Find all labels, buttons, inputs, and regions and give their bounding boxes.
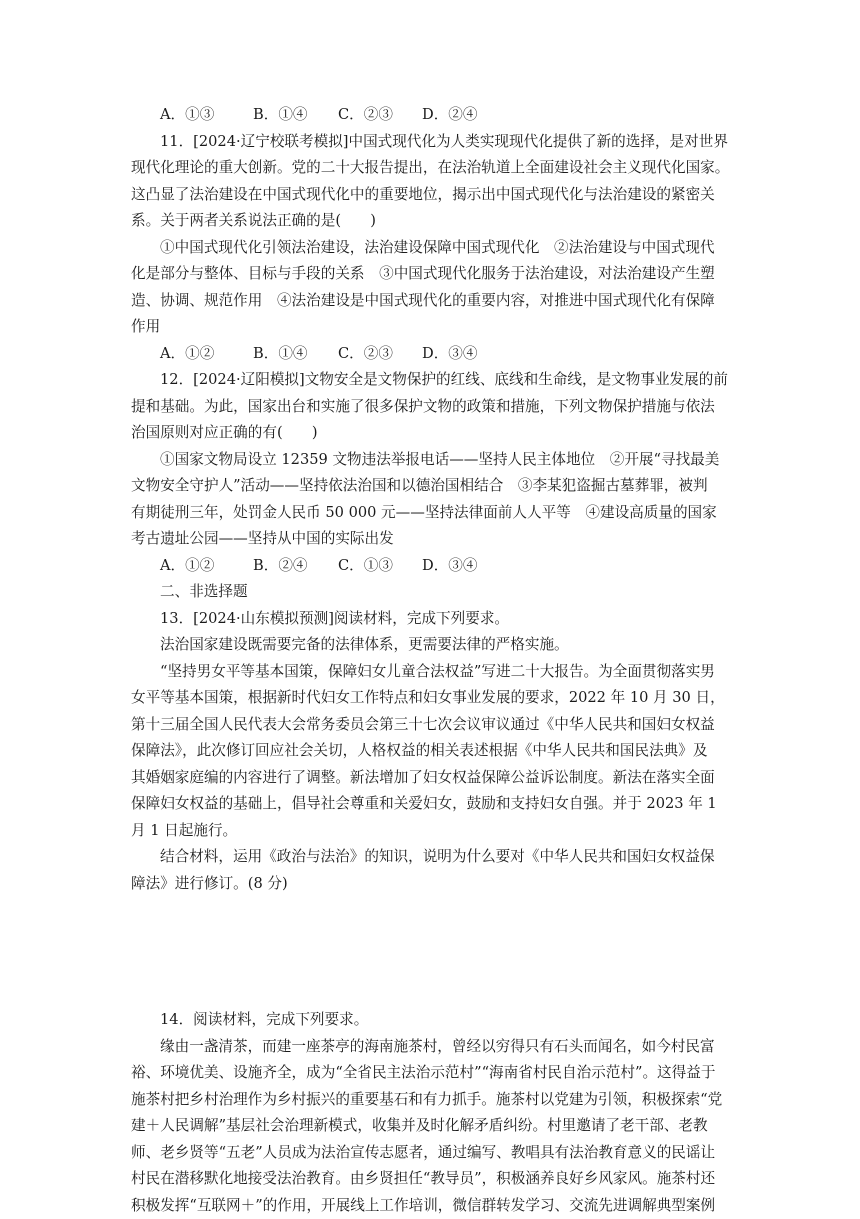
option-c: C．①③ <box>338 553 422 580</box>
question-11-stem: 这凸显了法治建设在中国式现代化中的重要地位，揭示出中国式现代化与法治建设的紧密关 <box>131 182 731 209</box>
option-c: C．②③ <box>338 341 422 368</box>
option-c: C．②③ <box>338 102 422 129</box>
document-page <box>131 102 731 1219</box>
question-12-options <box>131 553 731 580</box>
question-11-statements: 作用 <box>131 314 731 341</box>
question-13-prompt: 障法》进行修订。(8 分) <box>131 871 731 898</box>
option-a: A．①③ <box>160 102 253 129</box>
answer-space <box>131 897 731 1007</box>
q10-options <box>131 102 731 129</box>
question-14 <box>131 1007 731 1219</box>
question-12 <box>131 367 731 579</box>
option-d: D．②④ <box>422 102 477 129</box>
question-11-statements: 造、协调、规范作用 ④法治建设是中国式现代化的重要内容，对推进中国式现代化有保障 <box>131 288 731 315</box>
question-12-stem: 提和基础。为此，国家出台和实施了很多保护文物的政策和措施，下列文物保护措施与依法 <box>131 394 731 421</box>
question-13-prompt: 结合材料，运用《政治与法治》的知识，说明为什么要对《中华人民共和国妇女权益保 <box>131 844 731 871</box>
option-d: D．③④ <box>422 553 477 580</box>
question-14-stem: 14．阅读材料，完成下列要求。 <box>131 1007 731 1034</box>
question-12-statements: 有期徒刑三年，处罚金人民币 50 000 元——坚持法律面前人人平等 ④建设高质量的国家 <box>131 500 731 527</box>
option-a: A．①② <box>160 553 253 580</box>
question-13-material: 保障法》，此次修订回应社会关切，人格权益的相关表述根据《中华人民共和国民法典》及 <box>131 738 731 765</box>
question-11-options <box>131 341 731 368</box>
question-13-material: 法治国家建设既需要完备的法律体系，更需要法律的严格实施。 <box>131 632 731 659</box>
question-11-statements: ①中国式现代化引领法治建设，法治建设保障中国式现代化 ②法治建设与中国式现代 <box>131 235 731 262</box>
question-11-stem: 现代化理论的重大创新。党的二十大报告提出，在法治轨道上全面建设社会主义现代化国家。 <box>131 155 731 182</box>
question-13-material: 其婚姻家庭编的内容进行了调整。新法增加了妇女权益保障公益诉讼制度。新法在落实全面 <box>131 765 731 792</box>
question-12-statements: 文物安全守护人”活动——坚持依法治国和以德治国相结合 ③李某犯盗掘古墓葬罪，被判 <box>131 473 731 500</box>
question-12-stem: 12．[2024·辽阳模拟]文物安全是文物保护的红线、底线和生命线，是文物事业发展的前 <box>131 367 731 394</box>
option-b: B．①④ <box>253 341 338 368</box>
option-d: D．③④ <box>422 341 477 368</box>
question-11-stem: 系。关于两者关系说法正确的是( ) <box>131 208 731 235</box>
option-b: B．②④ <box>253 553 338 580</box>
question-12-statements: ①国家文物局设立 12359 文物违法举报电话——坚持人民主体地位 ②开展“寻找最美 <box>131 447 731 474</box>
question-13-material: 月 1 日起施行。 <box>131 818 731 845</box>
question-11 <box>131 129 731 368</box>
question-14-material: 建＋人民调解”基层社会治理新模式，收集并及时化解矛盾纠纷。村里邀请了老干部、老教 <box>131 1113 731 1140</box>
question-14-material: 缘由一盏清茶，而建一座茶亭的海南施茶村，曾经以穷得只有石头而闻名，如今村民富 <box>131 1034 731 1061</box>
question-11-statements: 化是部分与整体、目标与手段的关系 ③中国式现代化服务于法治建设，对法治建设产生塑 <box>131 261 731 288</box>
question-14-material: 村民在潜移默化地接受法治教育。由乡贤担任“教导员”，积极涵养良好乡风家风。施茶村还 <box>131 1166 731 1193</box>
question-14-material: 师、老乡贤等“五老”人员成为法治宣传志愿者，通过编写、教唱具有法治教育意义的民谣让 <box>131 1140 731 1167</box>
question-13 <box>131 606 731 898</box>
option-a: A．①② <box>160 341 253 368</box>
question-14-material: 裕、环境优美、设施齐全，成为“全省民主法治示范村”“海南省村民自治示范村”。这得益于 <box>131 1060 731 1087</box>
question-13-material: “坚持男女平等基本国策，保障妇女儿童合法权益”写进二十大报告。为全面贯彻落实男 <box>131 659 731 686</box>
question-13-material: 第十三届全国人民代表大会常务委员会第三十七次会议审议通过《中华人民共和国妇女权益 <box>131 712 731 739</box>
question-12-stem: 治国原则对应正确的有( ) <box>131 420 731 447</box>
question-13-material: 保障妇女权益的基础上，倡导社会尊重和关爱妇女，鼓励和支持妇女自强。并于 2023 年 1 <box>131 791 731 818</box>
section-title: 二、非选择题 <box>131 579 731 606</box>
question-13-material: 女平等基本国策，根据新时代妇女工作特点和妇女事业发展的要求，2022 年 10 月 30 日， <box>131 685 731 712</box>
question-13-stem: 13．[2024·山东模拟预测]阅读材料，完成下列要求。 <box>131 606 731 633</box>
question-12-statements: 考古遗址公园——坚持从中国的实际出发 <box>131 526 731 553</box>
question-14-material: 积极发挥“互联网＋”的作用，开展线上工作培训，微信群转发学习、交流先进调解典型案例 <box>131 1193 731 1219</box>
option-b: B．①④ <box>253 102 338 129</box>
question-14-material: 施茶村把乡村治理作为乡村振兴的重要基石和有力抓手。施茶村以党建为引领，积极探索“党 <box>131 1087 731 1114</box>
question-11-stem: 11．[2024·辽宁校联考模拟]中国式现代化为人类实现现代化提供了新的选择，是对世界 <box>131 129 731 156</box>
